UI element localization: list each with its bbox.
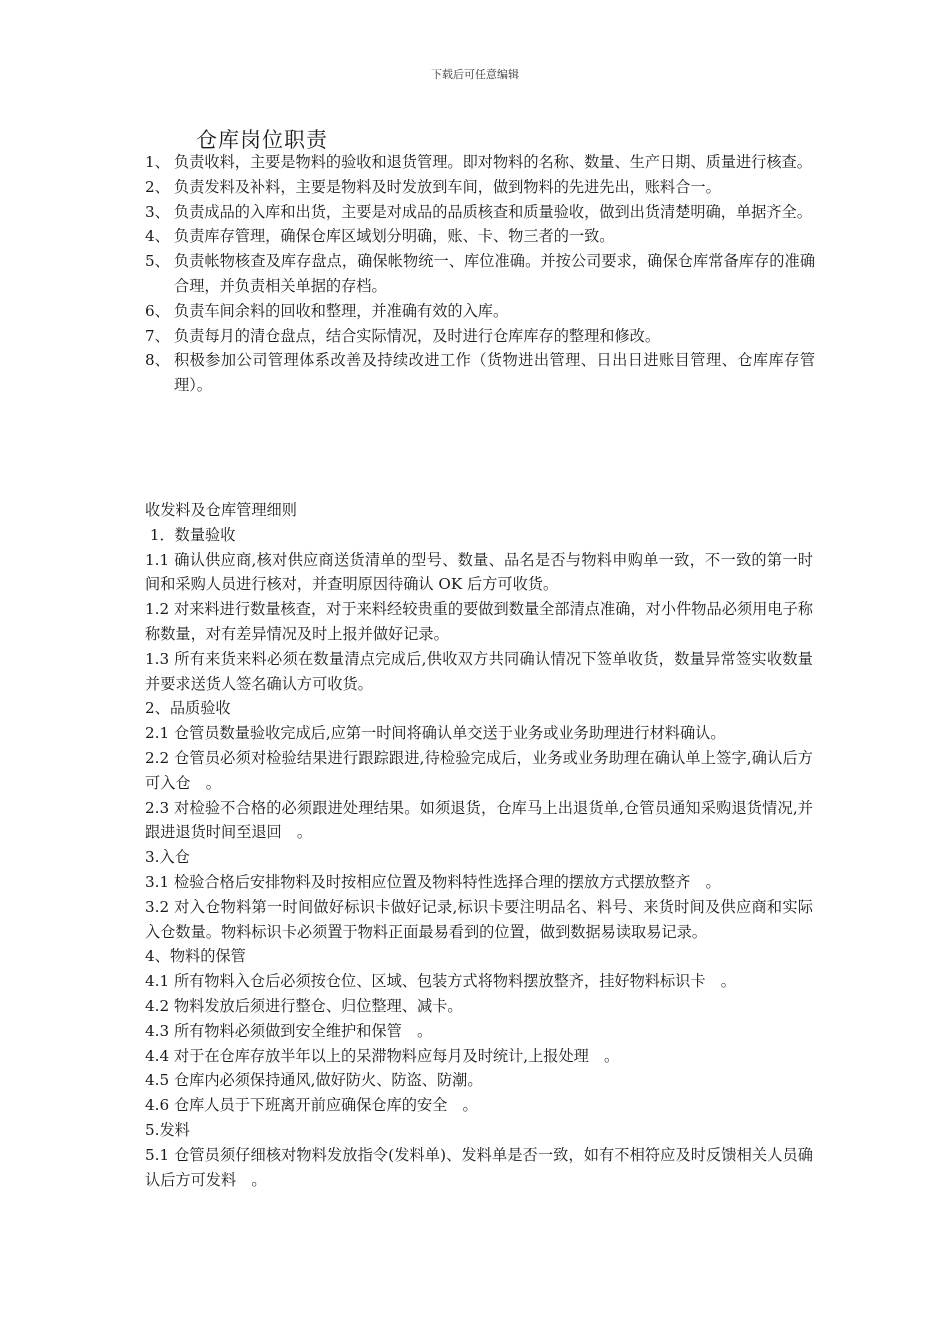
duty-number: 6、 [145, 301, 170, 320]
duty-item [145, 150, 815, 175]
duty-item [145, 224, 815, 249]
duty-item [145, 249, 815, 299]
duty-number: 8、 [145, 351, 170, 370]
section-title: 4、物料的保管 [145, 947, 246, 966]
header-note: 下载后可任意编辑 [431, 68, 519, 81]
rule-item: 5.1 仓管员须仔细核对物料发放指令(发料单)、发料单是否一致，如有不相符应及时反馈相关人员确认后方可发料 。 [145, 1145, 813, 1189]
rule-item: 1.2 对来料进行数量核查，对于来料经较贵重的要做到数量全部清点准确，对小件物品必须用电子称称数量，对有差异情况及时上报并做好记录。 [145, 600, 813, 643]
rule-item: 4.6 仓库人员于下班离开前应确保仓库的安全 。 [145, 1096, 478, 1115]
duty-item [145, 348, 815, 398]
duty-item [145, 299, 815, 324]
section-title: 2、品质验收 [145, 699, 231, 718]
duty-number: 3、 [145, 202, 170, 221]
rule-item: 4.4 对于在仓库存放半年以上的呆滞物料应每月及时统计,上报处理 。 [145, 1046, 620, 1065]
rule-item: 2.3 对检验不合格的必须跟进处理结果。如须退货，仓库马上出退货单,仓管员通知采购退货情况,并跟进退货时间至退回 。 [145, 798, 813, 842]
duty-number: 7、 [145, 326, 170, 345]
rule-item: 2.2 仓管员必须对检验结果进行跟踪跟进,待检验完成后，业务或业务助理在确认单上签字,确认后方可入仓 。 [145, 748, 813, 792]
section-title: 1．数量验收 [145, 525, 236, 544]
duty-text: 负责发料及补料，主要是物料及时发放到车间，做到物料的先进先出，账料合一。 [174, 177, 721, 196]
rule-item: 2.1 仓管员数量验收完成后,应第一时间将确认单交送于业务或业务助理进行材料确认。 [145, 724, 726, 743]
duty-item [145, 200, 815, 225]
rule-item: 1.1 确认供应商,核对供应商送货清单的型号、数量、品名是否与物料申购单一致，不一致的第一时间和采购人员进行核对，并查明原因待确认 OK 后方可收货。 [145, 550, 813, 594]
duty-number: 2、 [145, 177, 170, 196]
duty-text: 负责库存管理，确保仓库区域划分明确，账、卡、物三者的一致。 [174, 227, 615, 246]
duty-item [145, 324, 815, 349]
rules-section [145, 498, 813, 1192]
rule-item: 4.2 物料发放后须进行整仓、归位整理、减卡。 [145, 996, 463, 1015]
rule-item: 4.5 仓库内必须保持通风,做好防火、防盗、防潮。 [145, 1071, 483, 1090]
duty-number: 5、 [145, 252, 170, 271]
section-title: 5.发料 [145, 1120, 190, 1139]
duty-number: 1、 [145, 153, 170, 171]
rule-item: 3.1 检验合格后安排物料及时按相应位置及物料特性选择合理的摆放方式摆放整齐 。 [145, 872, 721, 891]
duty-text: 负责每月的清仓盘点，结合实际情况，及时进行仓库库存的整理和修改。 [174, 326, 660, 345]
rule-item: 4.3 所有物料必须做到安全维护和保管 。 [145, 1021, 433, 1040]
rule-item: 4.1 所有物料入仓后必须按仓位、区域、包装方式将物料摆放整齐，挂好物料标识卡 。 [145, 972, 736, 991]
duty-text: 负责成品的入库和出货，主要是对成品的品质核查和质量验收，做到出货清楚明确，单据齐全。 [174, 202, 812, 221]
duty-text: 负责车间余料的回收和整理，并准确有效的入库。 [174, 301, 509, 320]
duty-number: 4、 [145, 227, 170, 246]
rules-heading: 收发料及仓库管理细则 [145, 501, 297, 519]
document-title: 仓库岗位职责 [196, 128, 328, 152]
duty-item [145, 175, 815, 200]
rule-item: 1.3 所有来货来料必须在数量清点完成后,供收双方共同确认情况下签单收货，数量异常签实收数量并要求送货人签名确认方可收货。 [145, 649, 813, 693]
duties-list [145, 150, 815, 398]
section-title: 3.入仓 [145, 848, 190, 867]
rule-item: 3.2 对入仓物料第一时间做好标识卡做好记录,标识卡要注明品名、料号、来货时间及供应商和实际入仓数量。物料标识卡必须置于物料正面最易看到的位置，做到数据易读取易记录。 [145, 897, 813, 941]
duty-text: 负责收料，主要是物料的验收和退货管理。即对物料的名称、数量、生产日期、质量进行核查。 [174, 153, 812, 171]
duty-text: 负责帐物核查及库存盘点，确保帐物统一、库位准确。并按公司要求，确保仓库常备库存的准确合理，并负责相关单据的存档。 [174, 252, 815, 295]
duty-text: 积极参加公司管理体系改善及持续改进工作（货物进出管理、日出日进账目管理、仓库库存管理）。 [174, 351, 815, 395]
